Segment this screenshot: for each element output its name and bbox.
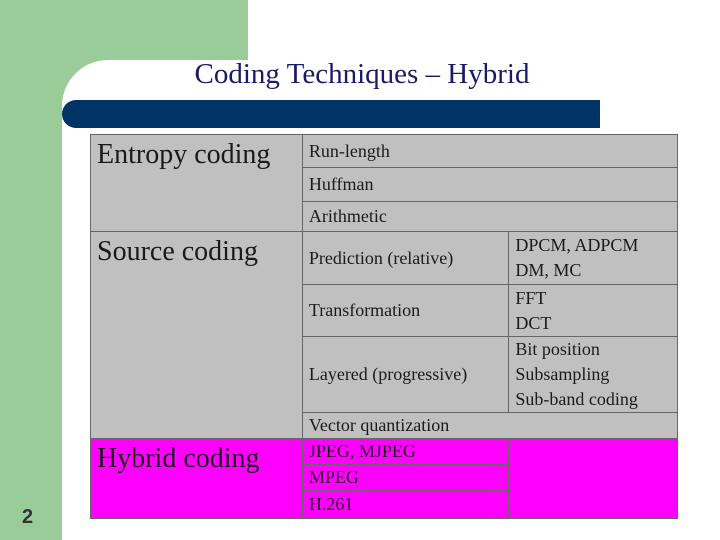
hybrid-empty-cell (509, 439, 678, 519)
example-item: DCT (515, 312, 552, 333)
hybrid-coding-label: Hybrid coding (91, 439, 303, 519)
hybrid-method: H.261 (302, 491, 509, 519)
entropy-coding-label: Entropy coding (91, 135, 303, 232)
entropy-method: Run-length (302, 135, 677, 168)
slide-number: 2 (22, 506, 34, 528)
example-item: Sub-band coding (515, 389, 638, 409)
entropy-method: Huffman (302, 168, 677, 202)
coding-techniques-table (90, 134, 678, 519)
example-item: Bit position (515, 339, 600, 359)
source-coding-label: Source coding (91, 232, 303, 439)
source-examples (509, 285, 678, 337)
source-method: Transformation (302, 285, 509, 337)
entropy-method: Arithmetic (302, 202, 677, 232)
source-examples (509, 337, 678, 413)
example-item: DPCM, ADPCM (515, 235, 639, 255)
example-item: DM, MC (515, 260, 582, 280)
hybrid-method: MPEG (302, 465, 509, 491)
source-method: Layered (progressive) (302, 337, 509, 413)
source-method: Vector quantization (302, 413, 677, 439)
source-method: Prediction (relative) (302, 232, 509, 285)
slide-title: Coding Techniques – Hybrid (194, 58, 530, 90)
hybrid-method: JPEG, MJPEG (302, 439, 509, 465)
source-examples (509, 232, 678, 285)
example-item: Subsampling (515, 364, 610, 384)
title-underline-bar (62, 100, 600, 128)
example-item: FFT (515, 287, 547, 308)
